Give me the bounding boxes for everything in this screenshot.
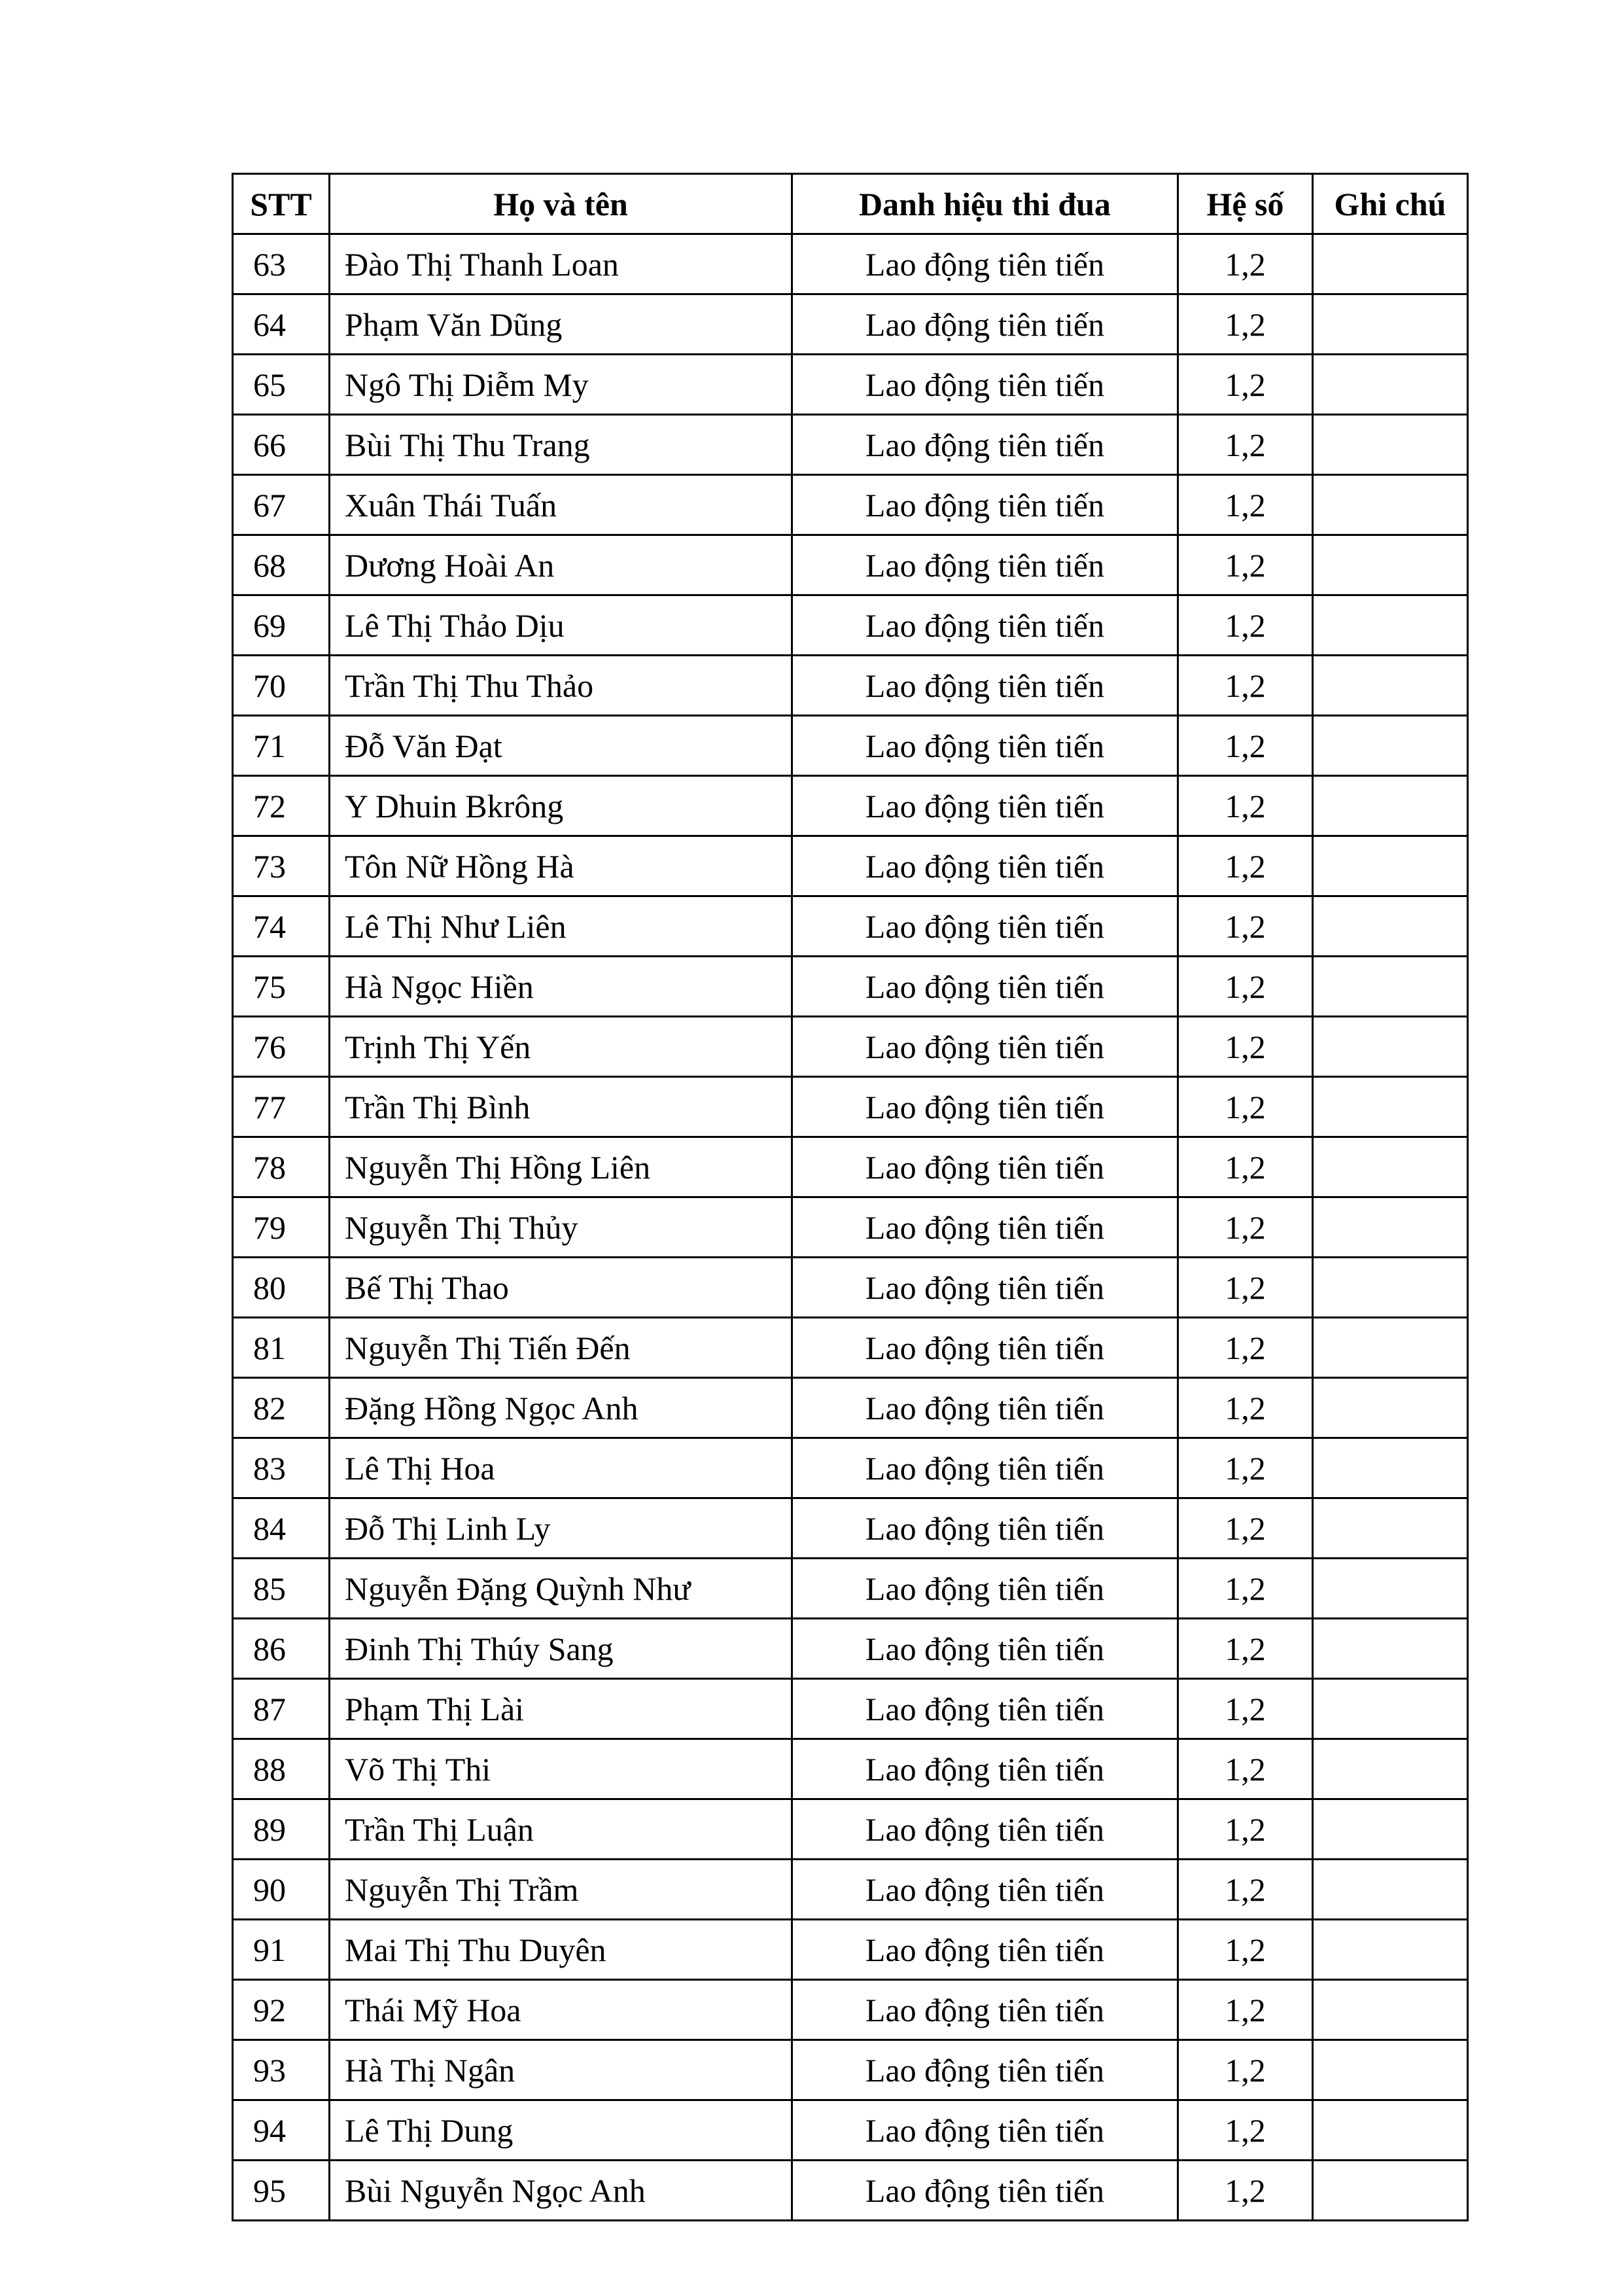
header-note: Ghi chú [1313, 174, 1468, 234]
table-row [233, 2040, 1468, 2100]
cell-note [1313, 1920, 1468, 1980]
cell-note [1313, 1318, 1468, 1378]
cell-stt: 84 [233, 1498, 330, 1559]
cell-note [1313, 595, 1468, 656]
table-row [233, 1017, 1468, 1077]
cell-stt: 95 [233, 2161, 330, 2221]
cell-coefficient: 1,2 [1178, 2161, 1313, 2221]
cell-name: Bùi Nguyễn Ngọc Anh [330, 2161, 792, 2221]
cell-coefficient: 1,2 [1178, 1498, 1313, 1559]
cell-coefficient: 1,2 [1178, 475, 1313, 535]
cell-name: Trần Thị Bình [330, 1077, 792, 1137]
cell-stt: 92 [233, 1980, 330, 2040]
cell-stt: 72 [233, 776, 330, 836]
table-row [233, 595, 1468, 656]
cell-title: Lao động tiên tiến [792, 1980, 1178, 2040]
cell-name: Nguyễn Thị Trầm [330, 1860, 792, 1920]
table-row [233, 1559, 1468, 1619]
cell-coefficient: 1,2 [1178, 1860, 1313, 1920]
table-row [233, 475, 1468, 535]
cell-stt: 64 [233, 294, 330, 355]
cell-title: Lao động tiên tiến [792, 1679, 1178, 1739]
cell-name: Phạm Thị Lài [330, 1679, 792, 1739]
cell-coefficient: 1,2 [1178, 1679, 1313, 1739]
table-row [233, 1860, 1468, 1920]
cell-name: Thái Mỹ Hoa [330, 1980, 792, 2040]
table-row [233, 294, 1468, 355]
table-row [233, 415, 1468, 475]
cell-stt: 80 [233, 1258, 330, 1318]
table-row [233, 1498, 1468, 1559]
cell-coefficient: 1,2 [1178, 1197, 1313, 1258]
cell-title: Lao động tiên tiến [792, 1860, 1178, 1920]
cell-stt: 85 [233, 1559, 330, 1619]
cell-note [1313, 1559, 1468, 1619]
table-row [233, 896, 1468, 957]
cell-name: Lê Thị Dung [330, 2100, 792, 2161]
cell-coefficient: 1,2 [1178, 1559, 1313, 1619]
cell-coefficient: 1,2 [1178, 355, 1313, 415]
cell-title: Lao động tiên tiến [792, 2161, 1178, 2221]
cell-note [1313, 2161, 1468, 2221]
cell-note [1313, 535, 1468, 595]
cell-title: Lao động tiên tiến [792, 836, 1178, 896]
cell-note [1313, 294, 1468, 355]
cell-name: Dương Hoài An [330, 535, 792, 595]
table-row [233, 1799, 1468, 1860]
cell-stt: 78 [233, 1137, 330, 1197]
cell-name: Trần Thị Thu Thảo [330, 656, 792, 716]
cell-title: Lao động tiên tiến [792, 1318, 1178, 1378]
cell-name: Tôn Nữ Hồng Hà [330, 836, 792, 896]
cell-title: Lao động tiên tiến [792, 1077, 1178, 1137]
cell-note [1313, 415, 1468, 475]
cell-title: Lao động tiên tiến [792, 1619, 1178, 1679]
table-header-row [233, 174, 1468, 234]
cell-title: Lao động tiên tiến [792, 1920, 1178, 1980]
cell-note [1313, 776, 1468, 836]
cell-title: Lao động tiên tiến [792, 1559, 1178, 1619]
cell-stt: 73 [233, 836, 330, 896]
cell-note [1313, 1137, 1468, 1197]
cell-title: Lao động tiên tiến [792, 2040, 1178, 2100]
cell-name: Xuân Thái Tuấn [330, 475, 792, 535]
cell-note [1313, 355, 1468, 415]
table-row [233, 776, 1468, 836]
cell-coefficient: 1,2 [1178, 1980, 1313, 2040]
cell-coefficient: 1,2 [1178, 1258, 1313, 1318]
cell-title: Lao động tiên tiến [792, 2100, 1178, 2161]
cell-stt: 94 [233, 2100, 330, 2161]
cell-coefficient: 1,2 [1178, 1378, 1313, 1438]
cell-coefficient: 1,2 [1178, 415, 1313, 475]
award-table [232, 173, 1469, 2221]
cell-coefficient: 1,2 [1178, 1739, 1313, 1799]
cell-title: Lao động tiên tiến [792, 776, 1178, 836]
table-row [233, 355, 1468, 415]
table-row [233, 716, 1468, 776]
table-row [233, 1318, 1468, 1378]
cell-coefficient: 1,2 [1178, 1017, 1313, 1077]
cell-coefficient: 1,2 [1178, 656, 1313, 716]
table-row [233, 1438, 1468, 1498]
cell-name: Đinh Thị Thúy Sang [330, 1619, 792, 1679]
cell-title: Lao động tiên tiến [792, 355, 1178, 415]
cell-coefficient: 1,2 [1178, 595, 1313, 656]
cell-note [1313, 1739, 1468, 1799]
cell-stt: 67 [233, 475, 330, 535]
cell-title: Lao động tiên tiến [792, 1498, 1178, 1559]
header-title: Danh hiệu thi đua [792, 174, 1178, 234]
cell-stt: 65 [233, 355, 330, 415]
cell-stt: 93 [233, 2040, 330, 2100]
table-row [233, 1679, 1468, 1739]
cell-coefficient: 1,2 [1178, 1438, 1313, 1498]
table-row [233, 1258, 1468, 1318]
cell-coefficient: 1,2 [1178, 2100, 1313, 2161]
cell-name: Trần Thị Luận [330, 1799, 792, 1860]
cell-coefficient: 1,2 [1178, 234, 1313, 294]
table-row [233, 1980, 1468, 2040]
table-row [233, 234, 1468, 294]
cell-name: Mai Thị Thu Duyên [330, 1920, 792, 1980]
cell-name: Lê Thị Thảo Dịu [330, 595, 792, 656]
cell-name: Võ Thị Thi [330, 1739, 792, 1799]
cell-note [1313, 475, 1468, 535]
cell-title: Lao động tiên tiến [792, 896, 1178, 957]
cell-note [1313, 1197, 1468, 1258]
cell-coefficient: 1,2 [1178, 294, 1313, 355]
cell-note [1313, 1017, 1468, 1077]
cell-title: Lao động tiên tiến [792, 595, 1178, 656]
cell-title: Lao động tiên tiến [792, 1137, 1178, 1197]
cell-stt: 82 [233, 1378, 330, 1438]
cell-stt: 69 [233, 595, 330, 656]
cell-name: Lê Thị Hoa [330, 1438, 792, 1498]
cell-coefficient: 1,2 [1178, 836, 1313, 896]
cell-title: Lao động tiên tiến [792, 234, 1178, 294]
cell-coefficient: 1,2 [1178, 957, 1313, 1017]
cell-stt: 87 [233, 1679, 330, 1739]
table-row [233, 656, 1468, 716]
table-row [233, 836, 1468, 896]
cell-note [1313, 1799, 1468, 1860]
cell-title: Lao động tiên tiến [792, 1197, 1178, 1258]
cell-note [1313, 716, 1468, 776]
cell-stt: 81 [233, 1318, 330, 1378]
cell-stt: 89 [233, 1799, 330, 1860]
table-row [233, 1077, 1468, 1137]
cell-note [1313, 656, 1468, 716]
cell-coefficient: 1,2 [1178, 2040, 1313, 2100]
cell-name: Đặng Hồng Ngọc Anh [330, 1378, 792, 1438]
cell-stt: 70 [233, 656, 330, 716]
cell-title: Lao động tiên tiến [792, 1739, 1178, 1799]
cell-title: Lao động tiên tiến [792, 1378, 1178, 1438]
cell-name: Trịnh Thị Yến [330, 1017, 792, 1077]
cell-title: Lao động tiên tiến [792, 1258, 1178, 1318]
cell-note [1313, 1860, 1468, 1920]
cell-name: Hà Thị Ngân [330, 2040, 792, 2100]
cell-title: Lao động tiên tiến [792, 294, 1178, 355]
cell-stt: 91 [233, 1920, 330, 1980]
cell-title: Lao động tiên tiến [792, 957, 1178, 1017]
cell-note [1313, 2040, 1468, 2100]
cell-note [1313, 1077, 1468, 1137]
cell-name: Nguyễn Thị Hồng Liên [330, 1137, 792, 1197]
cell-stt: 79 [233, 1197, 330, 1258]
cell-title: Lao động tiên tiến [792, 656, 1178, 716]
table-row [233, 1920, 1468, 1980]
cell-name: Phạm Văn Dũng [330, 294, 792, 355]
cell-title: Lao động tiên tiến [792, 475, 1178, 535]
cell-name: Lê Thị Như Liên [330, 896, 792, 957]
cell-coefficient: 1,2 [1178, 896, 1313, 957]
cell-note [1313, 957, 1468, 1017]
table-row [233, 1378, 1468, 1438]
cell-stt: 83 [233, 1438, 330, 1498]
cell-note [1313, 1498, 1468, 1559]
cell-stt: 75 [233, 957, 330, 1017]
cell-coefficient: 1,2 [1178, 776, 1313, 836]
cell-name: Đỗ Thị Linh Ly [330, 1498, 792, 1559]
cell-stt: 86 [233, 1619, 330, 1679]
cell-note [1313, 2100, 1468, 2161]
table-row [233, 1739, 1468, 1799]
cell-note [1313, 1378, 1468, 1438]
cell-note [1313, 896, 1468, 957]
table-row [233, 1197, 1468, 1258]
table-row [233, 535, 1468, 595]
cell-name: Hà Ngọc Hiền [330, 957, 792, 1017]
table-row [233, 957, 1468, 1017]
cell-note [1313, 234, 1468, 294]
cell-note [1313, 1438, 1468, 1498]
cell-title: Lao động tiên tiến [792, 535, 1178, 595]
cell-stt: 76 [233, 1017, 330, 1077]
cell-note [1313, 836, 1468, 896]
cell-note [1313, 1619, 1468, 1679]
cell-coefficient: 1,2 [1178, 716, 1313, 776]
cell-note [1313, 1258, 1468, 1318]
cell-name: Nguyễn Thị Tiến Đến [330, 1318, 792, 1378]
cell-stt: 68 [233, 535, 330, 595]
cell-stt: 66 [233, 415, 330, 475]
table-row [233, 1137, 1468, 1197]
cell-stt: 88 [233, 1739, 330, 1799]
cell-name: Ngô Thị Diễm My [330, 355, 792, 415]
cell-coefficient: 1,2 [1178, 535, 1313, 595]
cell-name: Nguyễn Đặng Quỳnh Như [330, 1559, 792, 1619]
table-body [233, 234, 1468, 2221]
cell-title: Lao động tiên tiến [792, 1017, 1178, 1077]
cell-note [1313, 1679, 1468, 1739]
cell-name: Đào Thị Thanh Loan [330, 234, 792, 294]
cell-coefficient: 1,2 [1178, 1318, 1313, 1378]
cell-name: Đỗ Văn Đạt [330, 716, 792, 776]
cell-stt: 90 [233, 1860, 330, 1920]
table-row [233, 1619, 1468, 1679]
cell-coefficient: 1,2 [1178, 1137, 1313, 1197]
header-stt: STT [233, 174, 330, 234]
header-name: Họ và tên [330, 174, 792, 234]
cell-title: Lao động tiên tiến [792, 415, 1178, 475]
cell-coefficient: 1,2 [1178, 1920, 1313, 1980]
cell-stt: 63 [233, 234, 330, 294]
header-coefficient: Hệ số [1178, 174, 1313, 234]
table-row [233, 2100, 1468, 2161]
cell-title: Lao động tiên tiến [792, 716, 1178, 776]
cell-title: Lao động tiên tiến [792, 1438, 1178, 1498]
cell-stt: 71 [233, 716, 330, 776]
cell-coefficient: 1,2 [1178, 1619, 1313, 1679]
cell-name: Bế Thị Thao [330, 1258, 792, 1318]
cell-stt: 77 [233, 1077, 330, 1137]
cell-coefficient: 1,2 [1178, 1799, 1313, 1860]
table-row [233, 2161, 1468, 2221]
cell-name: Y Dhuin Bkrông [330, 776, 792, 836]
cell-title: Lao động tiên tiến [792, 1799, 1178, 1860]
cell-name: Bùi Thị Thu Trang [330, 415, 792, 475]
cell-coefficient: 1,2 [1178, 1077, 1313, 1137]
cell-note [1313, 1980, 1468, 2040]
cell-name: Nguyễn Thị Thủy [330, 1197, 792, 1258]
cell-stt: 74 [233, 896, 330, 957]
